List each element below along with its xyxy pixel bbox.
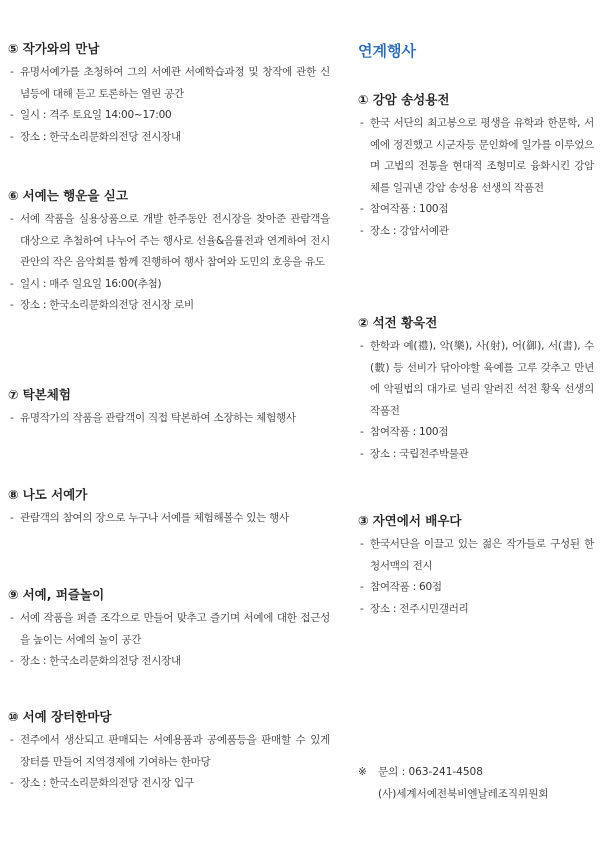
section-title-text: 석전 황욱전 [372,315,438,330]
section-number: ③ [358,513,369,528]
list-item-text: 관람객의 참여의 장으로 누구나 서예를 체험해볼수 있는 행사 [20,512,289,524]
list-item-text: 장소 : 국립전주박물관 [370,447,469,460]
list-item [358,577,594,599]
list-item [8,209,330,274]
bullet-dash: - [360,581,364,593]
contact-info [358,762,594,805]
section-writer-meeting [8,40,330,148]
list-item [8,608,330,651]
contact-phone: 문의 : 063-241-4508 [378,766,483,778]
section-title-text: 나도 서예가 [22,487,88,502]
section-number: ⑥ [8,188,19,203]
bullet-dash: - [10,66,14,78]
reference-mark: ※ [358,766,367,778]
bullet-dash: - [10,299,14,311]
list-item [8,730,330,773]
section-title-text: 서예는 행운을 싣고 [22,188,128,203]
section-title-text: 서예, 퍼즐놀이 [22,587,105,602]
list-item [358,336,594,422]
section-learning-from-nature [358,512,594,620]
list-item-text: 장소 : 한국소리문화의전당 전시장 로비 [20,299,194,311]
bullet-dash: - [10,777,14,789]
contact-organization: (사)세계서예전북비엔날레조직위원회 [378,787,549,800]
list-item-text: 유명서예가를 초청하여 그의 서예관 서예학습과정 및 창작에 관한 신념등에 대해 듣고 토론하는 열린 공간 [20,66,330,100]
list-item-text: 장소 : 한국소리문화의전당 전시장내 [20,655,181,667]
related-events-heading: 연계행사 [358,42,416,60]
list-item [8,651,330,673]
bullet-dash: - [10,213,14,225]
bullet-dash: - [10,412,14,424]
section-title-text: 탁본체험 [22,387,71,402]
section-number: ⑨ [8,587,19,602]
list-item [358,199,594,221]
bullet-dash: - [360,340,364,352]
list-item [8,295,330,317]
section-title-text: 서예 장터한마당 [22,709,112,724]
section-number: ⑤ [8,41,19,56]
section-gangam-exhibition [358,91,594,242]
section-rubbing-experience [8,386,330,430]
section-title-text: 자연에서 배우다 [372,513,462,528]
section-title [8,708,330,726]
section-me-too-calligrapher [8,486,330,530]
bullet-dash: - [360,203,364,215]
list-item-text: 한학과 예(禮), 악(樂), 사(射), 어(御), 서(書), 수(數) 등 선비가 닦아야할 육예를 고루 갖추고 만년에 악필법의 대가로 널리 알려진 석전 황욱 선생의 작품전 [370,340,594,417]
list-item [8,105,330,127]
list-item [8,408,330,430]
section-title [8,386,330,404]
bullet-dash: - [10,734,14,746]
bullet-dash: - [360,447,364,460]
bullet-dash: - [360,426,364,438]
section-calligraphy-puzzle [8,586,330,673]
bullet-dash: - [10,130,14,143]
list-item [8,274,330,296]
bullet-dash: - [360,538,364,550]
list-item [358,444,594,466]
list-item-text: 전주에서 생산되고 판매되는 서예용품과 공예품등을 판매할 수 있게 장터를 만들어 지역경제에 기여하는 한마당 [20,734,330,768]
list-item-text: 장소 : 한국소리문화의전당 전시장 입구 [20,777,194,789]
list-item [358,422,594,444]
list-item-text: 유명작가의 작품을 관람객이 직접 탁본하여 소장하는 체험행사 [20,412,296,424]
bullet-dash: - [10,512,14,524]
list-item-text: 장소 : 전주시민갤러리 [370,602,469,615]
list-item [358,113,594,199]
list-item [358,534,594,577]
section-title [358,512,594,530]
list-item [8,127,330,149]
list-item [358,599,594,621]
section-title-text: 작가와의 만남 [22,41,100,56]
bullet-dash: - [360,117,364,129]
list-item-text: 한국 서단의 최고봉으로 평생을 유학과 한문학, 서예에 정진했고 시군자등 문인화에 일가를 이루었으며 고법의 전통을 현대적 조형미로 융화시킨 강암체를 일궈낸 강암 송성용 선생의 작품전 [370,117,594,194]
section-number: ② [358,315,369,330]
section-title-text: 강암 송성용전 [372,92,450,107]
section-title [8,187,330,205]
section-lucky-calligraphy [8,187,330,317]
list-item [8,508,330,530]
list-item-text: 서예 작품을 실용상품으로 개발 한주동안 전시장을 찾아준 관람객을 대상으로 추첨하여 나누어 주는 행사로 선율&음률전과 연계하여 전시관안의 작은 음악회를 함께 진행하여 행사 참여와 도민의 호응을 유도 [20,213,330,268]
list-item-text: 서예 작품을 퍼즐 조각으로 만들어 맞추고 즐기며 서예에 대한 접근성을 높이는 서예의 놀이 공간 [20,612,330,646]
section-number: ① [358,92,369,107]
section-calligraphy-market [8,708,330,795]
list-item [8,773,330,795]
list-item-text: 일시 : 매주 일요일 16:00(추첨) [20,277,162,290]
section-title [358,314,594,332]
section-number: ⑧ [8,487,19,502]
section-title [358,91,594,109]
bullet-dash: - [360,602,364,615]
section-title [8,486,330,504]
bullet-dash: - [10,277,14,290]
bullet-dash: - [360,224,364,237]
section-title [8,586,330,604]
bullet-dash: - [10,655,14,667]
section-number: ⑦ [8,387,19,402]
list-item-text: 일시 : 격주 토요일 14:00~17:00 [20,109,172,121]
bullet-dash: - [10,612,14,624]
list-item-text: 참여작품 : 60점 [370,581,442,593]
section-seokjeon-exhibition [358,314,594,465]
list-item [358,221,594,243]
list-item-text: 참여작품 : 100점 [370,203,449,215]
bullet-dash: - [10,109,14,121]
list-item-text: 참여작품 : 100점 [370,426,449,438]
list-item-text: 한국서단을 이끌고 있는 젊은 작가들로 구성된 한청서맥의 전시 [370,538,594,572]
list-item-text: 장소 : 한국소리문화의전당 전시장내 [20,130,181,143]
section-title [8,40,330,58]
section-number: ⑩ [8,709,19,724]
list-item [8,62,330,105]
list-item-text: 장소 : 강암서예관 [370,224,449,237]
